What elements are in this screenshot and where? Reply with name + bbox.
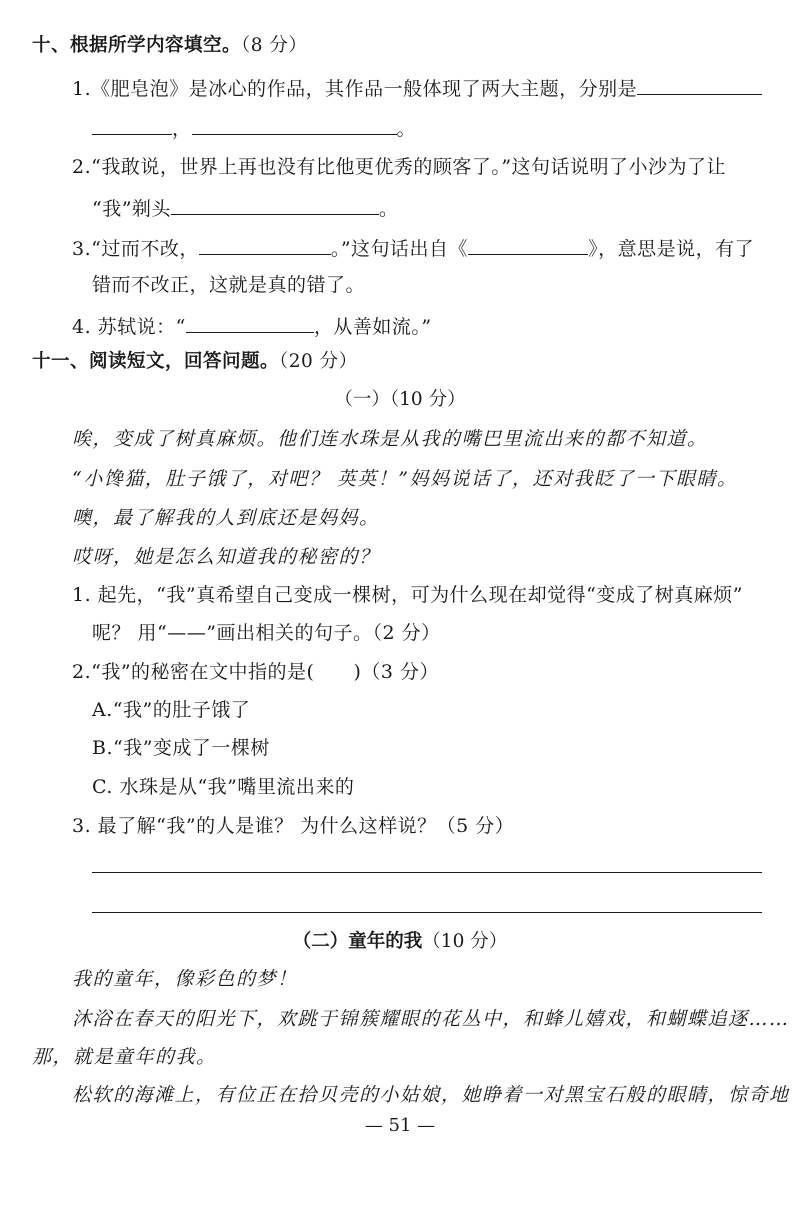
question-10-4-text-b: ，从善如流。” [313, 316, 432, 338]
story-2-line: 我的童年，像彩色的梦！ [72, 968, 298, 990]
answer-blank[interactable] [92, 114, 172, 135]
question-11-3: 3. 最了解“我”的人是谁？ 为什么这样说？（5 分） [72, 815, 515, 837]
page-number: — 51 — [364, 1115, 436, 1136]
option-b[interactable]: B.“我”变成了一棵树 [92, 737, 270, 759]
story-2-line: 那，就是童年的我。 [32, 1046, 217, 1068]
question-10-2 [72, 154, 726, 180]
question-11-2: 2.“我”的秘密在文中指的是( )（3 分） [72, 661, 440, 683]
question-10-3-text-b: 。”这句话出自《 [330, 238, 469, 260]
question-10-4 [72, 312, 432, 340]
section-11-title [32, 349, 358, 375]
question-10-2-text: 2.“我敢说，世界上再也没有比他更优秀的顾客了。”这句话说明了小沙为了让 [72, 156, 727, 178]
story-2-line: 沐浴在春天的阳光下，欢跳于锦簇耀眼的花丛中，和蜂儿嬉戏，和蝴蝶追逐…… [72, 1008, 790, 1030]
question-10-1-continued [92, 114, 416, 142]
story-1-line: 唉，变成了树真麻烦。他们连水珠是从我的嘴巴里流出来的都不知道。 [72, 428, 708, 450]
period: 。 [378, 198, 399, 220]
option-a[interactable]: A.“我”的肚子饿了 [92, 699, 251, 721]
answer-blank[interactable] [468, 234, 588, 255]
section-10-points: （8 分） [241, 35, 308, 56]
question-10-3 [72, 234, 754, 262]
question-10-3-text-a: 3.“过而不改， [72, 238, 199, 260]
story-2-line: 松软的海滩上，有位正在拾贝壳的小姑娘，她睁着一对黑宝石般的眼睛，惊奇地 [72, 1084, 790, 1106]
question-10-1-text: 1.《肥皂泡》是冰心的作品，其作品一般体现了两大主题，分别是 [72, 78, 638, 100]
part-2-points: （10 分） [422, 931, 508, 952]
question-10-2-text-b: “我”剃头 [92, 198, 171, 220]
answer-blank[interactable] [171, 194, 379, 215]
question-11-1-continued: 呢？ 用“——”画出相关的句子。（2 分） [92, 622, 441, 644]
story-1-line: 噢，最了解我的人到底还是妈妈。 [72, 507, 380, 529]
separator-comma: ， [172, 118, 192, 140]
answer-blank[interactable] [186, 312, 314, 333]
answer-blank[interactable] [199, 234, 331, 255]
answer-line[interactable] [92, 912, 762, 913]
part-1-heading: （一）（10 分） [334, 389, 466, 410]
answer-blank[interactable] [192, 114, 397, 135]
section-10-title [32, 33, 307, 59]
question-10-1 [72, 74, 762, 102]
period: 。 [396, 118, 417, 140]
section-11-points: （20 分） [279, 351, 358, 372]
part-2-heading [0, 929, 800, 955]
answer-blank[interactable] [637, 74, 762, 95]
question-10-3-continued [92, 272, 365, 298]
story-1-line: 哎呀，她是怎么知道我的秘密的？ [72, 546, 380, 568]
question-10-3-text-c: 》，意思是说，有了 [588, 238, 755, 260]
answer-line[interactable] [92, 872, 762, 873]
part-2-title: （二）童年的我 [292, 931, 423, 952]
question-10-3-text-d: 错而不改正，这就是真的错了。 [92, 274, 366, 296]
question-10-4-text-a: 4. 苏轼说：“ [72, 316, 186, 338]
section-11-title-text: 十一、阅读短文，回答问题。 [32, 351, 280, 372]
option-c[interactable]: C. 水珠是从“我”嘴里流出来的 [92, 776, 355, 798]
section-10-title-text: 十、根据所学内容填空。 [32, 35, 242, 56]
story-1-line: “小馋猫，肚子饿了，对吧？ 英英！”妈妈说话了，还对我眨了一下眼睛。 [72, 468, 738, 490]
question-11-1: 1. 起先，“我”真希望自己变成一棵树，可为什么现在却觉得“变成了树真麻烦” [72, 584, 744, 606]
question-10-2-continued [92, 194, 398, 222]
